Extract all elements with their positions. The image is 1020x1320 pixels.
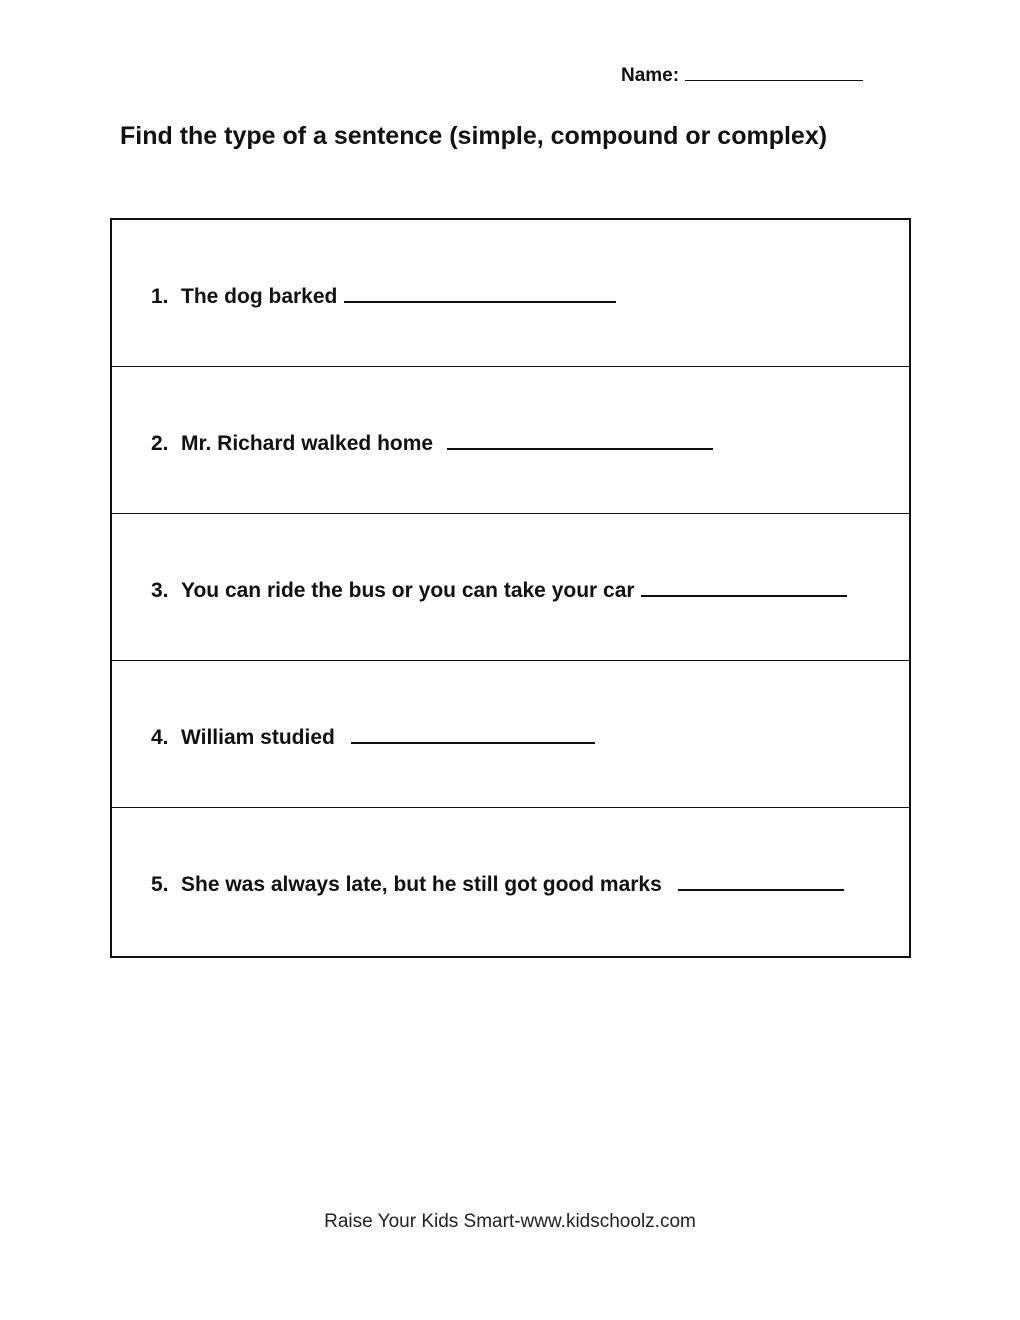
question-row xyxy=(112,808,909,956)
answer-blank[interactable] xyxy=(641,575,847,597)
name-label: Name: xyxy=(621,65,680,86)
question-text: Mr. Richard walked home xyxy=(181,432,434,455)
question-text: She was always late, but he still got good marks xyxy=(181,873,662,896)
question-text: William studied xyxy=(181,726,335,749)
answer-blank[interactable] xyxy=(344,281,616,303)
question-number: 3. xyxy=(151,579,169,602)
name-blank-line[interactable] xyxy=(685,62,863,81)
question-line xyxy=(151,869,844,897)
question-line xyxy=(151,722,595,750)
answer-blank[interactable] xyxy=(678,869,844,891)
answer-blank[interactable] xyxy=(351,722,595,744)
question-row xyxy=(112,367,909,514)
footer-text: Raise Your Kids Smart-www.kidschoolz.com xyxy=(324,1211,696,1232)
question-row xyxy=(112,514,909,661)
question-line xyxy=(151,575,847,603)
question-number: 4. xyxy=(151,726,169,749)
question-line xyxy=(151,281,616,309)
question-row xyxy=(112,220,909,367)
page-title: Find the type of a sentence (simple, compound or complex) xyxy=(120,122,828,150)
question-row xyxy=(112,661,909,808)
question-table xyxy=(110,218,911,958)
question-number: 5. xyxy=(151,873,169,896)
question-line xyxy=(151,428,713,456)
answer-blank[interactable] xyxy=(447,428,713,450)
question-number: 2. xyxy=(151,432,169,455)
question-text: The dog barked xyxy=(181,285,338,308)
question-text: You can ride the bus or you can take your car xyxy=(181,579,635,602)
question-number: 1. xyxy=(151,285,169,308)
name-field xyxy=(621,62,863,87)
